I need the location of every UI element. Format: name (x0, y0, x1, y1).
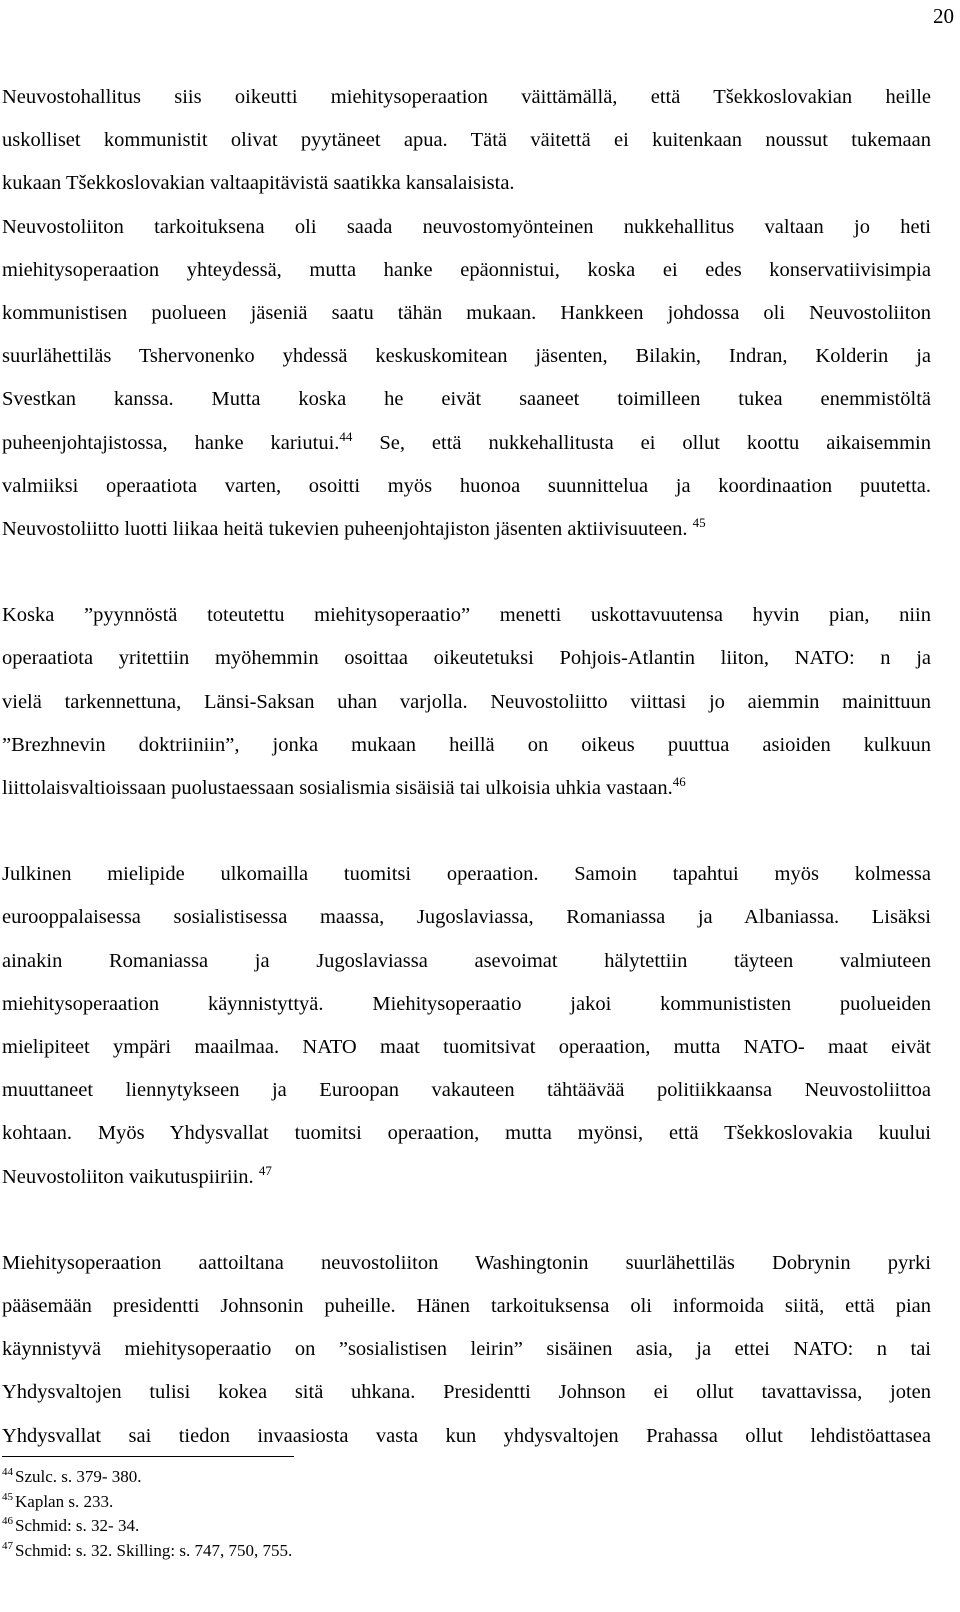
footnote-46 (2, 1514, 292, 1539)
paragraph-3 (2, 853, 931, 1199)
footnote-45 (2, 1490, 292, 1515)
footnotes (2, 1465, 292, 1563)
page-number: 20 (933, 4, 954, 28)
text-line: Yhdysvallat sai tiedon invaasiosta vasta kun yhdysvaltojen Prahassa ollut lehdistöattasea (2, 1424, 931, 1447)
text-line: ”Brezhnevin doktriiniin”, jonka mukaan heillä on oikeus puuttua asioiden kulkuun (2, 733, 931, 756)
body-text (2, 76, 931, 1458)
footnote-ref-44[interactable]: 44 (339, 428, 353, 444)
text-line: Neuvostoliiton tarkoituksena oli saada neuvostomyönteinen nukkehallitus valtaan jo heti (2, 215, 931, 238)
text-line: liittolaisvaltioissaan puolustaessaan sosialismia sisäisiä tai ulkoisia uhkia vastaan.$^{46}$ (2, 774, 686, 800)
text-line: Svestkan kanssa. Mutta koska he eivät saaneet toimilleen tukea enemmistöltä (2, 388, 931, 411)
footnote-ref-46[interactable]: 46 (672, 774, 686, 790)
footnote-number: 45 (2, 1490, 13, 1503)
text-line: operaatiota yritettiin myöhemmin osoittaa oikeutetuksi Pohjois-Atlantin liiton, NATO: n ja (2, 647, 931, 670)
text-line: kommunistisen puolueen jäseniä saatu tähän mukaan. Hankkeen johdossa oli Neuvostoliiton (2, 302, 931, 325)
text-line: Koska ”pyynnöstä toteutettu miehitysoperaatio” menetti uskottavuutensa hyvin pian, niin (2, 604, 931, 627)
text-line: Julkinen mielipide ulkomailla tuomitsi operaation. Samoin tapahtui myös kolmessa (2, 863, 931, 886)
text-line: miehitysoperaation käynnistyttyä. Miehitysoperaatio jakoi kommunististen puolueiden (2, 992, 931, 1015)
footnote-text: Kaplan s. 233. (15, 1491, 114, 1511)
text-line: Neuvostoliitto luotti liikaa heitä tukevien puheenjohtajiston jäsenten aktiivisuuteen. $^{45}$ (2, 515, 706, 541)
footnote-47 (2, 1539, 292, 1564)
footnote-text: Schmid: s. 32. Skilling: s. 747, 750, 755. (15, 1540, 293, 1560)
text-line: vielä tarkennettuna, Länsi-Saksan uhan varjolla. Neuvostoliitto viittasi jo aiemmin mainittuun (2, 690, 931, 713)
footnote-divider (2, 1456, 294, 1457)
text-line: miehitysoperaation yhteydessä, mutta hanke epäonnistui, koska ei edes konservatiivisimpia (2, 258, 931, 281)
text-line: kukaan Tšekkoslovakian valtaapitävistä saatikka kansalaisista. (2, 172, 515, 195)
text-line: käynnistyvä miehitysoperaatio on ”sosialistisen leirin” sisäinen asia, ja ettei NATO: n tai (2, 1338, 931, 1361)
text-line: suurlähettiläs Tshervonenko yhdessä keskuskomitean jäsenten, Bilakin, Indran, Kolderin ja (2, 345, 931, 368)
text-line: uskolliset kommunistit olivat pyytäneet apua. Tätä väitettä ei kuitenkaan noussut tukemaan (2, 129, 931, 152)
text-line: muuttaneet liennytykseen ja Euroopan vakauteen tähtäävää politiikkaansa Neuvostoliittoa (2, 1079, 931, 1102)
text-line: Neuvostoliiton vaikutuspiiriin. $^{47}$ (2, 1162, 272, 1188)
text-line: Yhdysvaltojen tulisi kokea sitä uhkana. Presidentti Johnson ei ollut tavattavissa, joten (2, 1381, 931, 1404)
text-line: kohtaan. Myös Yhdysvallat tuomitsi operaation, mutta myönsi, että Tšekkoslovakia kuului (2, 1122, 931, 1145)
paragraph-2 (2, 594, 931, 810)
footnote-number: 46 (2, 1515, 13, 1527)
text-line: Miehitysoperaation aattoiltana neuvostoliiton Washingtonin suurlähettiläs Dobrynin pyrki (2, 1251, 931, 1274)
text-line: valmiiksi operaatiota varten, osoitti myös huonoa suunnittelua ja koordinaation puutetta. (2, 474, 931, 497)
footnote-ref-45[interactable]: 45 (692, 515, 706, 531)
footnote-number: 47 (2, 1539, 13, 1552)
footnote-number: 44 (2, 1466, 13, 1478)
paragraph-1 (2, 76, 931, 551)
footnote-ref-47[interactable]: 47 (258, 1162, 272, 1178)
text-line: pääsemään presidentti Johnsonin puheille. Hänen tarkoituksensa oli informoida siitä, että pian (2, 1295, 931, 1318)
text-line: ainakin Romaniassa ja Jugoslaviassa asevoimat hälytettiin täyteen valmiuteen (2, 949, 931, 972)
footnote-text: Schmid: s. 32- 34. (15, 1516, 140, 1535)
text-line: puheenjohtajistossa, hanke kariutui.$^{44}$ Se, että nukkehallitusta ei ollut koottu aikaisemmin (2, 428, 931, 454)
footnote-44 (2, 1465, 292, 1490)
footnote-text: Szulc. s. 379- 380. (15, 1467, 142, 1486)
text-line: Neuvostohallitus siis oikeutti miehitysoperaation väittämällä, että Tšekkoslovakian heille (2, 86, 931, 108)
text-line: eurooppalaisessa sosialistisessa maassa, Jugoslaviassa, Romaniassa ja Albaniassa. Lisäksi (2, 906, 931, 929)
text-line: mielipiteet ympäri maailmaa. NATO maat tuomitsivat operaation, mutta NATO- maat eivät (2, 1036, 931, 1059)
paragraph-4 (2, 1242, 931, 1458)
